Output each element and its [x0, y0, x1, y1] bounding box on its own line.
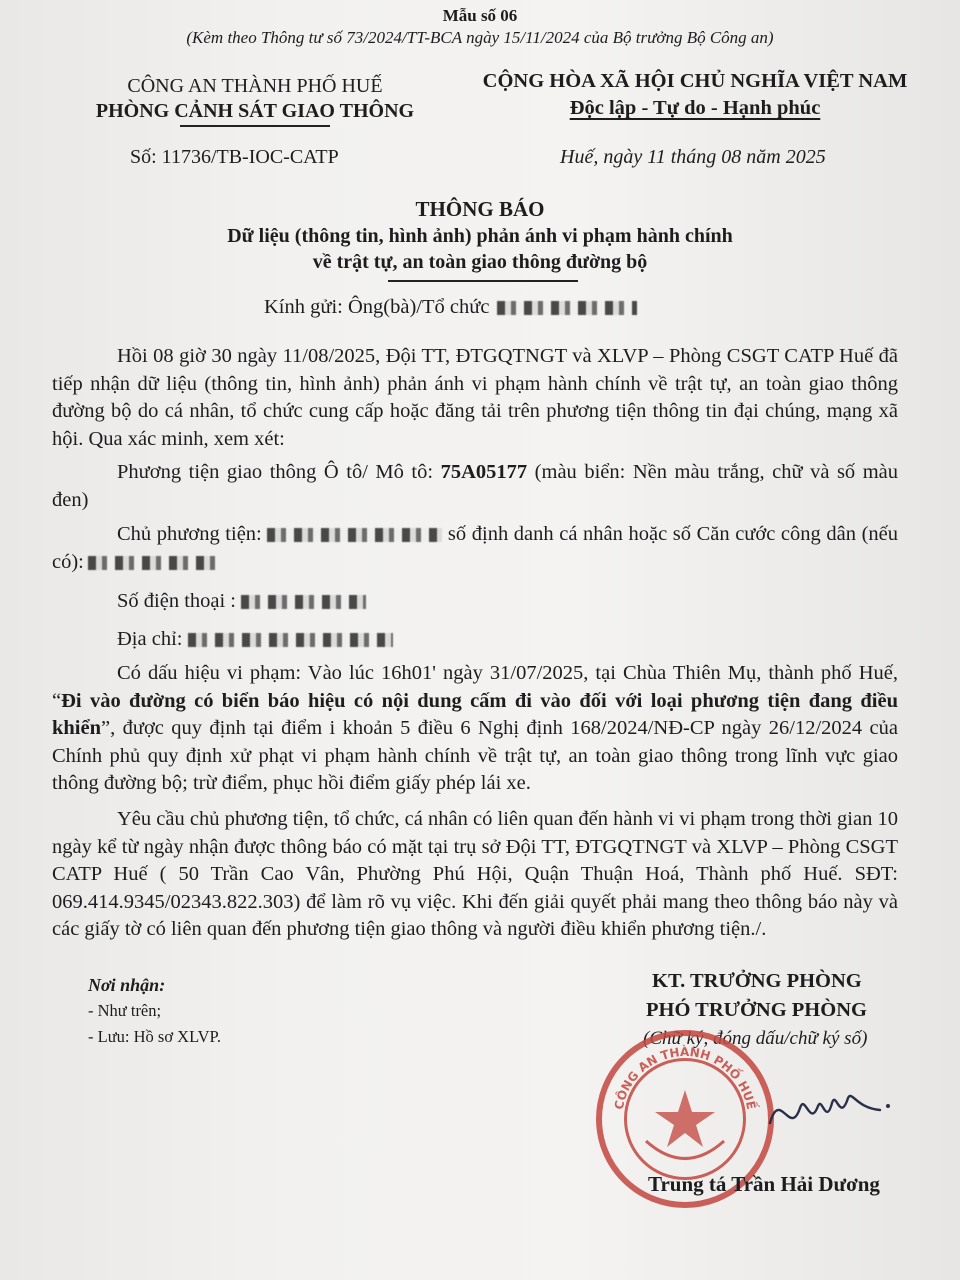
agency-block [50, 74, 460, 127]
recipient-item: - Lưu: Hồ sơ XLVP. [88, 1027, 222, 1046]
salutation [264, 296, 637, 319]
agency-name: PHÒNG CẢNH SÁT GIAO THÔNG [95, 100, 415, 122]
redacted-id-number [88, 556, 218, 570]
owner-label: Chủ phương tiện: [117, 523, 268, 545]
signer-title: PHÓ TRƯỞNG PHÒNG [646, 999, 867, 1021]
recipients-label: Nơi nhận: [88, 975, 166, 995]
paragraph-intake: Hồi 08 giờ 30 ngày 11/08/2025, Đội TT, ĐTGQTNGT và XLVP – Phòng CSGT CATP Huế đã tiếp nhận dữ liệu (thông tin, hình ảnh) phản ánh vi phạm hành chính về trật tự, an toàn giao thông đường bộ do cá nhân, tổ chức cung cấp hoặc đăng tải trên phương tiện thông tin đại chúng, mạng xã hội. Qua xác minh, xem xét: [52, 345, 898, 450]
title-underline [388, 280, 578, 282]
paragraph-address [52, 626, 898, 654]
document-title: THÔNG BÁO [415, 197, 545, 221]
handwritten-signature [760, 1068, 900, 1148]
vehicle-prefix: Phương tiện giao thông Ô tô/ Mô tô: [117, 461, 441, 483]
vehicle-suffix: (màu biển: Nền màu trắng, chữ và số màu đen) [52, 461, 898, 511]
motto: Độc lập - Tự do - Hạnh phúc [569, 97, 821, 119]
paragraph-phone [52, 588, 898, 616]
agency-parent: CÔNG AN THÀNH PHỐ HUẾ [127, 75, 383, 97]
violation-behavior: Đi vào đường có biển báo hiệu có nội dung cấm đi vào đối với loại phương tiện đang điều khiển [52, 689, 898, 739]
paragraph-owner [52, 521, 898, 576]
document-subtitle-2: về trật tự, an toàn giao thông đường bộ [312, 251, 648, 273]
redacted-address [188, 633, 393, 647]
agency-underline [180, 125, 330, 127]
recipients-block [88, 972, 221, 1050]
nation-name: CỘNG HÒA XÃ HỘI CHỦ NGHĨA VIỆT NAM [482, 70, 908, 92]
paragraph-violation [52, 660, 898, 798]
phone-label: Số điện thoại : [117, 590, 242, 612]
redacted-recipient [497, 301, 637, 315]
form-attachment-note: (Kèm theo Thông tư số 73/2024/TT-BCA ngày 15/11/2024 của Bộ trưởng Bộ Công an) [186, 28, 774, 47]
place-date: Huế, ngày 11 tháng 08 năm 2025 [560, 146, 826, 168]
paragraph-vehicle [52, 459, 898, 514]
salutation-text: Kính gửi: Ông(bà)/Tổ chức [264, 296, 490, 318]
seal-text: CÔNG AN THÀNH PHỐ HUẾ [611, 1044, 759, 1111]
address-label: Địa chỉ: [117, 628, 188, 650]
signer-name: Trung tá Trần Hải Dương [648, 1172, 880, 1196]
violation-prefix: Có dấu hiệu vi phạm: Vào lúc 16h01' ngày 31/07/2025, tại Chùa Thiên Mụ, thành phố Huế, “ [52, 662, 898, 712]
plate-number: 75A05177 [440, 461, 528, 483]
redacted-owner-name [267, 528, 442, 542]
violation-suffix: ”, được quy định tại điểm i khoản 5 điều 6 Nghị định 168/2024/NĐ-CP ngày 26/12/2024 của Chính phủ quy định xử phạt vi phạm hành chính về trật tự, an toàn giao thông trong lĩnh vực giao thông đường bộ; trừ điểm, phục hồi điểm giấy phép lái xe. [52, 717, 898, 794]
redacted-phone [241, 595, 366, 609]
signer-authority: KT. TRƯỞNG PHÒNG [652, 970, 862, 992]
paragraph-request: Yêu cầu chủ phương tiện, tổ chức, cá nhân có liên quan đến hành vi vi phạm trong thời gian 10 ngày kể từ ngày nhận được thông báo có mặt tại trụ sở Đội TT, ĐTGQTNGT và XLVP – Phòng CSGT CATP Huế ( 50 Trần Cao Vân, Phường Phú Hội, Quận Thuận Hoá, Thành phố Huế. SĐT: 069.414.9345/02343.822.303) để làm rõ vụ việc. Khi đến giải quyết phải mang theo thông báo này và các giấy tờ có liên quan đến phương tiện giao thông và người điều khiển phương tiện./. [52, 808, 898, 940]
document-subtitle-1: Dữ liệu (thông tin, hình ảnh) phản ánh vi phạm hành chính [227, 225, 733, 247]
form-number: Mẫu số 06 [442, 6, 518, 25]
document-number: Số: 11736/TB-IOC-CATP [130, 146, 339, 168]
owner-suffix: số định danh cá nhân hoặc số Căn cước công dân (nếu có): [52, 523, 898, 573]
signature-note: (Chữ ký, đóng dấu/chữ ký số) [643, 1028, 868, 1049]
nation-block [440, 68, 950, 122]
recipient-item: - Như trên; [88, 1001, 162, 1020]
